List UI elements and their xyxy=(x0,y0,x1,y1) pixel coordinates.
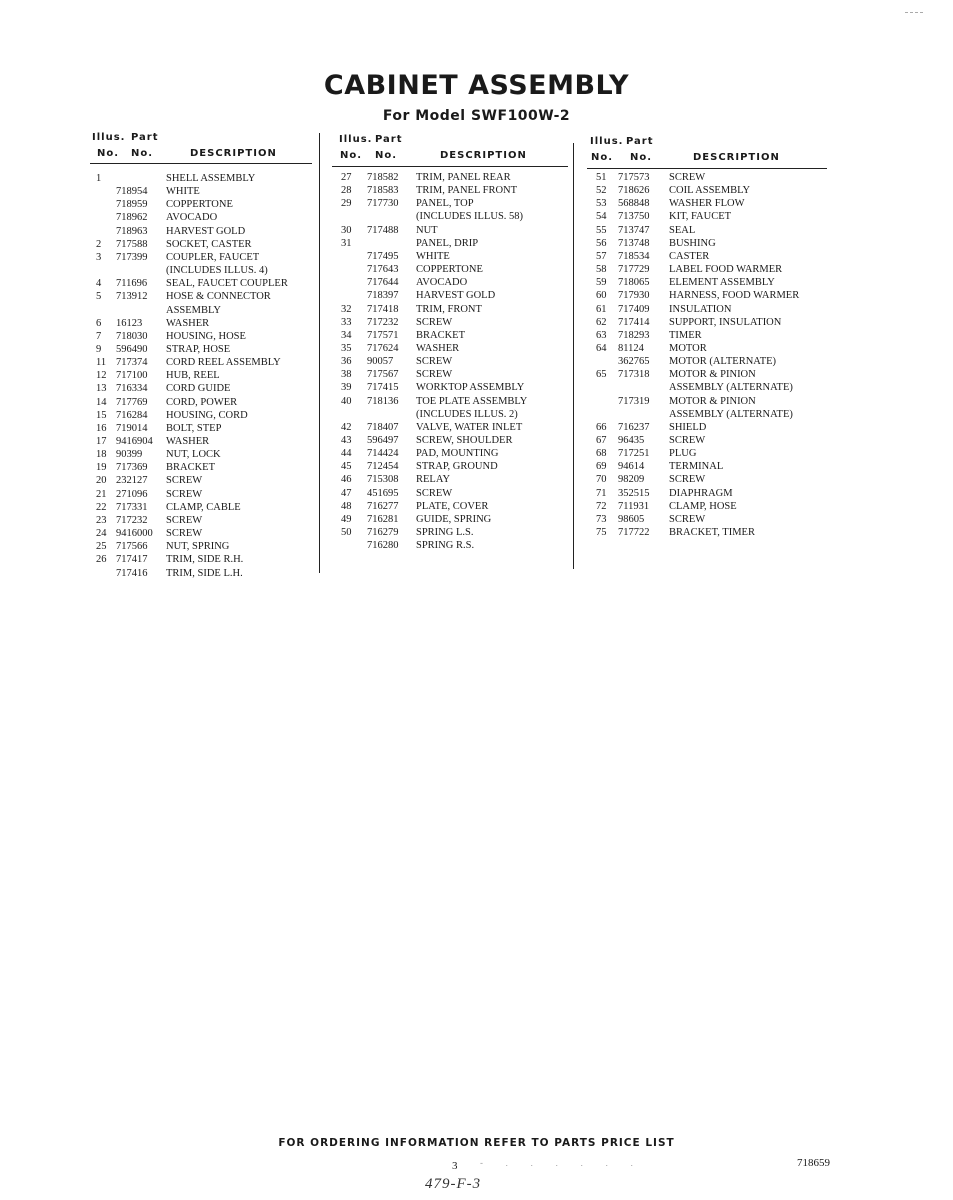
part-description: (INCLUDES ILLUS. 2) xyxy=(416,408,518,420)
illus-number: 61 xyxy=(596,303,607,315)
col2-header-part-top: Part xyxy=(375,134,403,145)
part-description: NUT, LOCK xyxy=(166,449,221,461)
part-description: INSULATION xyxy=(669,303,732,315)
part-number: 711696 xyxy=(116,278,148,290)
part-description: BRACKET xyxy=(416,329,466,341)
part-number: 716277 xyxy=(367,500,399,512)
part-description: SCREW xyxy=(416,487,453,499)
part-description: PLUG xyxy=(669,448,697,460)
part-description: HOUSING, CORD xyxy=(166,409,248,421)
illus-number: 30 xyxy=(341,224,352,236)
part-number: 717573 xyxy=(618,172,650,183)
part-description: CLAMP, CABLE xyxy=(166,501,241,513)
part-number: 717251 xyxy=(618,448,650,460)
part-number: 81124 xyxy=(618,342,644,354)
part-number: 718963 xyxy=(116,225,148,237)
column-divider-1 xyxy=(319,133,320,573)
illus-number: 36 xyxy=(341,356,352,368)
part-description: LABEL FOOD WARMER xyxy=(669,264,783,276)
illus-number: 27 xyxy=(341,172,352,183)
part-number: 98209 xyxy=(618,474,645,486)
part-number: 717488 xyxy=(367,224,399,236)
part-description: PLATE, COVER xyxy=(416,500,489,512)
part-description: BRACKET xyxy=(166,462,216,474)
part-description: HARNESS, FOOD WARMER xyxy=(669,290,800,302)
part-number: 271096 xyxy=(116,488,148,500)
part-number: 712454 xyxy=(367,461,399,473)
part-description: WORKTOP ASSEMBLY xyxy=(416,382,525,394)
part-number: 717374 xyxy=(116,357,148,369)
part-description: AVOCADO xyxy=(416,277,468,289)
part-description: COPPERTONE xyxy=(416,264,483,276)
illus-number: 5 xyxy=(96,291,102,303)
part-number: 718293 xyxy=(618,329,650,341)
illus-number: 14 xyxy=(96,396,107,408)
illus-number: 23 xyxy=(96,514,107,526)
part-number: 717232 xyxy=(367,316,399,328)
part-number: 718407 xyxy=(367,421,399,433)
part-number: 717930 xyxy=(618,290,650,302)
illus-number: 21 xyxy=(96,488,107,500)
illus-number: 52 xyxy=(596,185,607,197)
part-number: 718136 xyxy=(367,395,399,407)
part-number: 713748 xyxy=(618,237,650,249)
part-description: PAD, MOUNTING xyxy=(416,448,499,460)
illus-number: 72 xyxy=(596,500,607,512)
part-number: 90057 xyxy=(367,356,394,368)
part-number: 717495 xyxy=(367,250,399,262)
part-number: 9416000 xyxy=(116,528,153,540)
illus-number: 4 xyxy=(96,278,102,290)
ordering-footer: FOR ORDERING INFORMATION REFER TO PARTS PRICE LIST xyxy=(278,1137,675,1149)
part-number: 717414 xyxy=(618,316,650,328)
part-description: SCREW xyxy=(166,514,203,526)
col3-header-description: DESCRIPTION xyxy=(693,152,780,163)
part-number: 718030 xyxy=(116,330,148,342)
part-description: SCREW xyxy=(669,474,706,486)
part-description: STRAP, GROUND xyxy=(416,461,498,473)
col3-header-no: No. xyxy=(591,152,614,163)
part-description: (INCLUDES ILLUS. 4) xyxy=(166,265,268,277)
illus-number: 43 xyxy=(341,435,352,446)
part-description: WHITE xyxy=(416,250,450,262)
part-description: SCREW xyxy=(669,435,706,446)
part-number: 719014 xyxy=(116,422,148,434)
part-description: SCREW xyxy=(416,369,453,381)
illus-number: 51 xyxy=(596,172,607,183)
part-description: GUIDE, SPRING xyxy=(416,513,492,525)
part-number: 713750 xyxy=(618,211,650,223)
part-number: 713747 xyxy=(618,224,650,236)
part-number: 717730 xyxy=(367,198,399,210)
illus-number: 22 xyxy=(96,501,107,513)
part-number: 718959 xyxy=(116,199,148,211)
col3-header-part-top: Part xyxy=(626,136,654,147)
part-description: ASSEMBLY (ALTERNATE) xyxy=(669,408,793,420)
part-description: CLAMP, HOSE xyxy=(669,500,737,512)
illus-number: 71 xyxy=(596,487,607,499)
illus-number: 13 xyxy=(96,383,107,395)
part-number: 596497 xyxy=(367,435,399,446)
part-description: MOTOR & PINION xyxy=(669,395,756,407)
col2-header-description: DESCRIPTION xyxy=(440,150,527,161)
part-number: 352515 xyxy=(618,487,650,499)
part-number: 716284 xyxy=(116,409,148,421)
page-number: 3 xyxy=(452,1160,458,1172)
illus-number: 46 xyxy=(341,474,352,486)
part-description: PANEL, DRIP xyxy=(416,237,479,249)
part-number: 718954 xyxy=(116,186,148,198)
part-number: 717409 xyxy=(618,303,650,315)
part-number: 362765 xyxy=(618,356,650,368)
part-description: COUPLER, FAUCET xyxy=(166,251,260,263)
part-description: SOCKET, CASTER xyxy=(166,238,252,250)
part-number: 717418 xyxy=(367,303,399,315)
part-number: 717318 xyxy=(618,369,650,381)
illus-number: 40 xyxy=(341,395,352,407)
illus-number: 3 xyxy=(96,251,102,263)
illus-number: 60 xyxy=(596,290,607,302)
part-description: WASHER FLOW xyxy=(669,198,745,210)
part-description: ASSEMBLY (ALTERNATE) xyxy=(669,382,793,394)
part-number: 717399 xyxy=(116,251,148,263)
part-description: COIL ASSEMBLY xyxy=(669,185,751,197)
illus-number: 17 xyxy=(96,436,107,447)
part-number: 716334 xyxy=(116,383,148,395)
part-number: 717416 xyxy=(116,567,148,579)
part-number: 717319 xyxy=(618,395,650,407)
part-number: 716280 xyxy=(367,540,399,552)
faint-marks: - . . . . . . xyxy=(480,1158,644,1168)
part-description: TRIM, PANEL FRONT xyxy=(416,185,518,197)
part-number: 9416904 xyxy=(116,436,153,447)
illus-number: 65 xyxy=(596,369,607,381)
page-title: CABINET ASSEMBLY xyxy=(323,70,630,101)
part-number: 718583 xyxy=(367,185,399,197)
illus-number: 67 xyxy=(596,435,607,446)
illus-number: 19 xyxy=(96,462,107,474)
illus-number: 69 xyxy=(596,461,607,473)
col1-header-part-no: No. xyxy=(131,148,154,159)
illus-number: 34 xyxy=(341,329,352,341)
column-divider-2 xyxy=(573,143,574,569)
part-description: CORD REEL ASSEMBLY xyxy=(166,357,281,369)
part-description: TRIM, SIDE L.H. xyxy=(166,567,243,579)
handwritten-note: 479-F-3 xyxy=(425,1176,482,1192)
illus-number: 38 xyxy=(341,369,352,381)
illus-number: 18 xyxy=(96,449,107,461)
illus-number: 33 xyxy=(341,316,352,328)
col1-header-rule xyxy=(90,163,312,164)
part-number: 718534 xyxy=(618,250,650,262)
part-description: PANEL, TOP xyxy=(416,198,474,210)
illus-number: 31 xyxy=(341,237,352,249)
part-description: ASSEMBLY xyxy=(166,304,221,316)
part-description: SCREW xyxy=(416,356,453,368)
illus-number: 55 xyxy=(596,224,607,236)
part-number: 716281 xyxy=(367,513,399,525)
illus-number: 25 xyxy=(96,541,107,553)
illus-number: 53 xyxy=(596,198,607,210)
illus-number: 45 xyxy=(341,461,352,473)
part-number: 711931 xyxy=(618,500,650,512)
page-subtitle: For Model SWF100W-2 xyxy=(382,108,571,124)
col1-header-description: DESCRIPTION xyxy=(190,148,277,159)
part-description: WHITE xyxy=(166,186,200,198)
part-number: 568848 xyxy=(618,198,650,210)
part-description: SCREW, SHOULDER xyxy=(416,435,513,446)
col1-header-no: No. xyxy=(97,148,120,159)
col1-header-part-top: Part xyxy=(131,132,159,143)
part-description: NUT xyxy=(416,224,438,236)
illus-number: 57 xyxy=(596,250,607,262)
part-description: CASTER xyxy=(669,250,710,262)
part-number: 718582 xyxy=(367,172,399,183)
part-description: TOE PLATE ASSEMBLY xyxy=(416,395,528,407)
part-number: 90399 xyxy=(116,449,143,461)
col3-header-rule xyxy=(587,168,827,169)
part-description: SCREW xyxy=(416,316,453,328)
document-number: 718659 xyxy=(797,1157,830,1169)
part-description: TRIM, PANEL REAR xyxy=(416,172,511,183)
illus-number: 1 xyxy=(96,173,102,184)
part-description: HUB, REEL xyxy=(166,370,220,382)
illus-number: 54 xyxy=(596,211,607,223)
part-description: BRACKET, TIMER xyxy=(669,527,755,539)
part-description: SCREW xyxy=(669,513,706,525)
part-number: 717722 xyxy=(618,527,650,539)
part-number: 717624 xyxy=(367,342,399,354)
part-description: SCREW xyxy=(669,172,706,183)
part-description: SHIELD xyxy=(669,421,707,433)
part-number: 717643 xyxy=(367,264,399,276)
part-number: 716237 xyxy=(618,421,650,433)
col2-header-part-no: No. xyxy=(375,150,398,161)
part-number: 717571 xyxy=(367,329,399,341)
part-number: 718962 xyxy=(116,212,148,224)
part-description: SCREW xyxy=(166,475,203,487)
part-number: 717566 xyxy=(116,541,148,553)
part-number: 717729 xyxy=(618,264,650,276)
illus-number: 58 xyxy=(596,264,607,276)
part-description: TERMINAL xyxy=(669,461,724,473)
illus-number: 48 xyxy=(341,500,352,512)
illus-number: 35 xyxy=(341,342,352,354)
part-description: TRIM, FRONT xyxy=(416,303,482,315)
part-description: STRAP, HOSE xyxy=(166,343,231,355)
part-number: 717331 xyxy=(116,501,148,513)
illus-number: 64 xyxy=(596,342,607,354)
part-description: TIMER xyxy=(669,329,702,341)
part-description: WASHER xyxy=(416,342,460,354)
part-number: 717769 xyxy=(116,396,148,408)
illus-number: 32 xyxy=(341,303,352,315)
illus-number: 56 xyxy=(596,237,607,249)
illus-number: 62 xyxy=(596,316,607,328)
part-number: 717100 xyxy=(116,370,148,382)
part-description: (INCLUDES ILLUS. 58) xyxy=(416,211,524,223)
illus-number: 42 xyxy=(341,421,352,433)
illus-number: 75 xyxy=(596,527,607,539)
part-number: 713912 xyxy=(116,291,148,303)
illus-number: 7 xyxy=(96,330,102,342)
col2-header-rule xyxy=(332,166,568,167)
col2-header-no: No. xyxy=(340,150,363,161)
part-number: 94614 xyxy=(618,461,645,473)
illus-number: 47 xyxy=(341,487,352,499)
illus-number: 26 xyxy=(96,554,107,566)
part-description: HARVEST GOLD xyxy=(416,290,496,302)
part-description: BUSHING xyxy=(669,237,716,249)
part-description: SEAL, FAUCET COUPLER xyxy=(166,278,288,290)
illus-number: 28 xyxy=(341,185,352,197)
col3-header-part-no: No. xyxy=(630,152,653,163)
part-number: 717415 xyxy=(367,382,399,394)
illus-number: 63 xyxy=(596,329,607,341)
part-description: CORD, POWER xyxy=(166,396,238,408)
part-number: 717232 xyxy=(116,514,148,526)
part-description: HOSE & CONNECTOR xyxy=(166,291,271,303)
illus-number: 59 xyxy=(596,277,607,289)
part-description: SCREW xyxy=(166,488,203,500)
illus-number: 50 xyxy=(341,527,352,539)
part-description: MOTOR xyxy=(669,342,707,354)
part-description: SHELL ASSEMBLY xyxy=(166,173,256,184)
part-description: VALVE, WATER INLET xyxy=(416,421,523,433)
part-description: RELAY xyxy=(416,474,451,486)
part-description: COPPERTONE xyxy=(166,199,233,211)
part-number: 717644 xyxy=(367,277,399,289)
part-description: DIAPHRAGM xyxy=(669,487,733,499)
part-description: HOUSING, HOSE xyxy=(166,330,246,342)
illus-number: 44 xyxy=(341,448,352,460)
illus-number: 2 xyxy=(96,238,102,250)
illus-number: 15 xyxy=(96,409,107,421)
col1-header-illus-top: Illus. xyxy=(92,132,126,143)
part-number: 451695 xyxy=(367,487,399,499)
part-number: 98605 xyxy=(618,513,645,525)
part-description: WASHER xyxy=(166,317,210,329)
illus-number: 6 xyxy=(96,317,102,329)
illus-number: 29 xyxy=(341,198,352,210)
part-description: SEAL xyxy=(669,224,696,236)
illus-number: 16 xyxy=(96,422,107,434)
part-description: SCREW xyxy=(166,528,203,540)
part-number: 714424 xyxy=(367,448,399,460)
part-description: SPRING L.S. xyxy=(416,527,474,539)
part-number: 717567 xyxy=(367,369,399,381)
part-number: 718065 xyxy=(618,277,650,289)
part-description: ELEMENT ASSEMBLY xyxy=(669,277,775,289)
part-description: BOLT, STEP xyxy=(166,422,222,434)
part-number: 717588 xyxy=(116,238,148,250)
illus-number: 68 xyxy=(596,448,607,460)
illus-number: 39 xyxy=(341,382,352,394)
illus-number: 66 xyxy=(596,421,607,433)
illus-number: 12 xyxy=(96,370,107,382)
part-description: NUT, SPRING xyxy=(166,541,230,553)
part-description: MOTOR & PINION xyxy=(669,369,756,381)
part-description: MOTOR (ALTERNATE) xyxy=(669,356,777,368)
illus-number: 49 xyxy=(341,513,352,525)
part-description: KIT, FAUCET xyxy=(669,211,732,223)
part-number: 716279 xyxy=(367,527,399,539)
corner-mark xyxy=(905,12,923,13)
part-number: 717417 xyxy=(116,554,148,566)
illus-number: 11 xyxy=(96,357,107,369)
illus-number: 73 xyxy=(596,513,607,525)
part-number: 718397 xyxy=(367,290,399,302)
part-description: HARVEST GOLD xyxy=(166,225,246,237)
col3-header-illus-top: Illus. xyxy=(590,136,624,147)
illus-number: 9 xyxy=(96,343,102,355)
part-description: AVOCADO xyxy=(166,212,218,224)
illus-number: 70 xyxy=(596,474,607,486)
part-number: 96435 xyxy=(618,435,645,446)
part-number: 232127 xyxy=(116,475,148,487)
part-description: WASHER xyxy=(166,436,210,447)
illus-number: 24 xyxy=(96,528,107,540)
part-description: SPRING R.S. xyxy=(416,540,475,552)
part-description: TRIM, SIDE R.H. xyxy=(166,554,244,566)
col2-header-illus-top: Illus. xyxy=(339,134,373,145)
part-description: SUPPORT, INSULATION xyxy=(669,316,782,328)
illus-number: 20 xyxy=(96,475,107,487)
part-number: 16123 xyxy=(116,317,143,329)
part-description: CORD GUIDE xyxy=(166,383,231,395)
part-number: 718626 xyxy=(618,185,650,197)
part-number: 717369 xyxy=(116,462,148,474)
part-number: 596490 xyxy=(116,343,148,355)
part-number: 715308 xyxy=(367,474,399,486)
